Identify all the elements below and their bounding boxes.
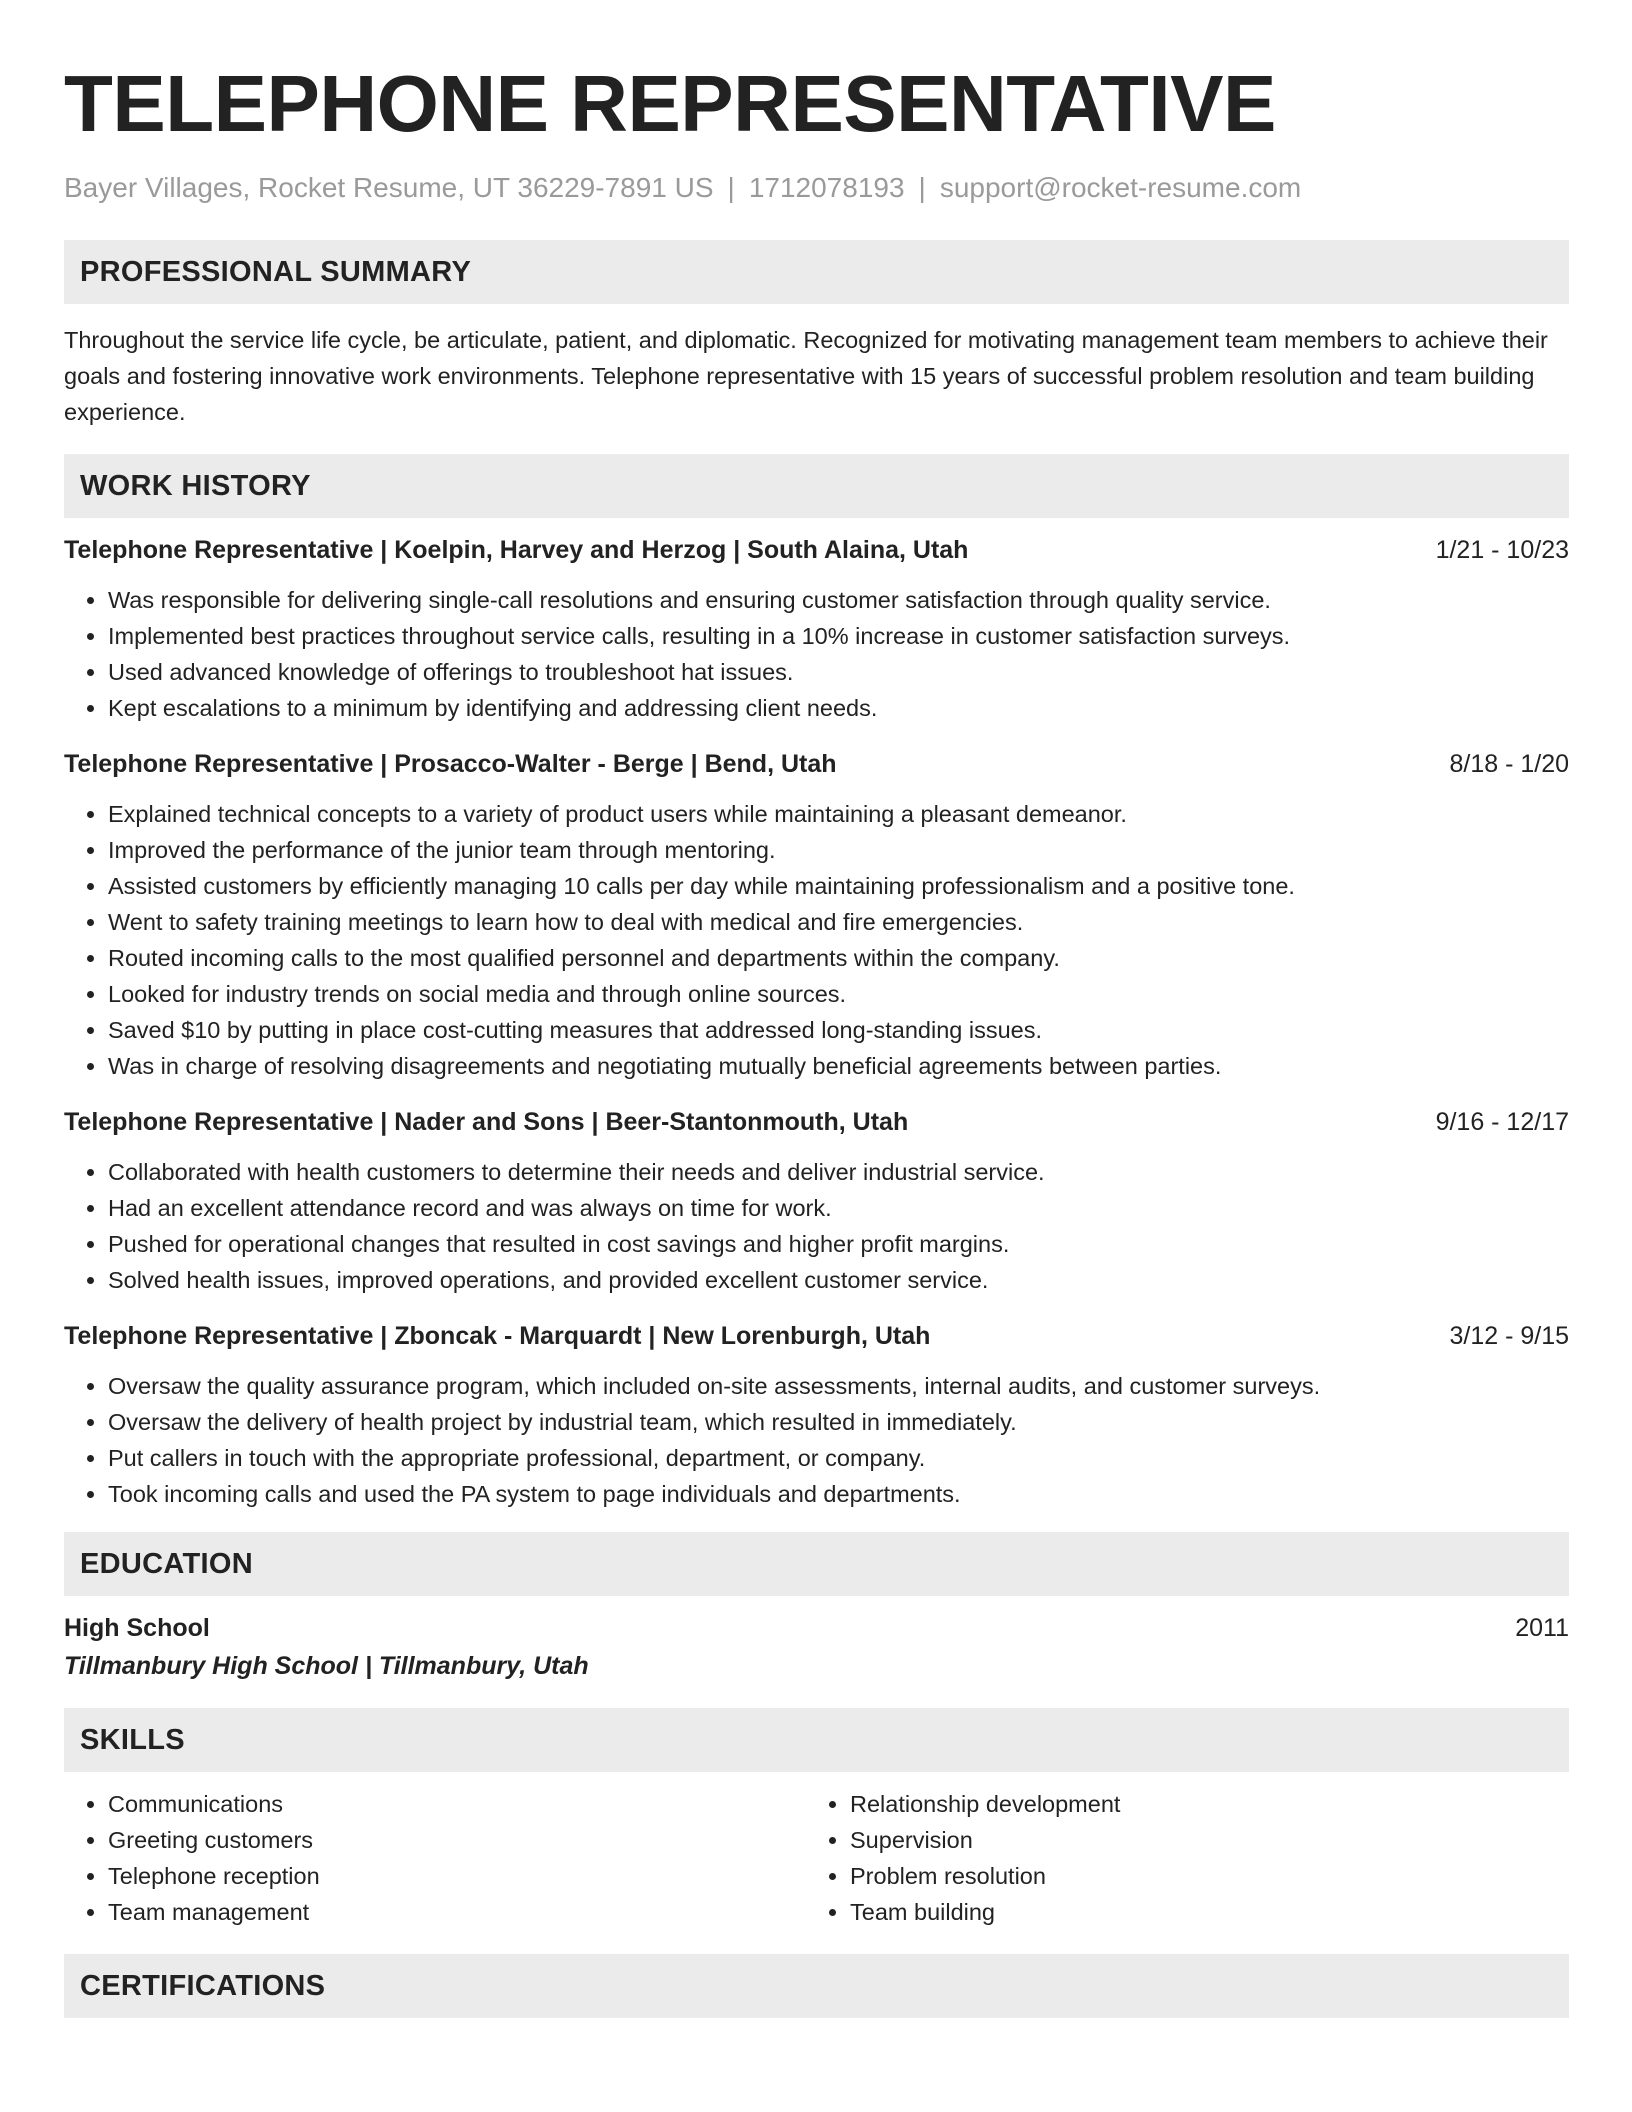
job-entry: [64, 1104, 1569, 1298]
education-school: Tillmanbury High School | Tillmanbury, Utah: [64, 1652, 589, 1680]
job-bullet: • Kept escalations to a minimum by identifying and addressing client needs.: [108, 690, 1569, 726]
skill-item: • Greeting customers: [108, 1822, 806, 1858]
job-bullets: [64, 582, 1569, 726]
job-title: Telephone Representative | Koelpin, Harvey and Herzog | South Alaina, Utah: [64, 536, 969, 564]
job-entry: [64, 1318, 1569, 1512]
skill-item: • Communications: [108, 1786, 806, 1822]
job-title: Telephone Representative | Zboncak - Marquardt | New Lorenburgh, Utah: [64, 1322, 931, 1350]
job-title: Telephone Representative | Prosacco-Walter - Berge | Bend, Utah: [64, 750, 837, 778]
job-dates: 3/12 - 9/15: [1449, 1322, 1569, 1350]
job-bullet: • Oversaw the delivery of health project by industrial team, which resulted in immediately.: [108, 1404, 1569, 1440]
education-year: 2011: [1515, 1614, 1569, 1642]
job-bullet: • Collaborated with health customers to determine their needs and deliver industrial service.: [108, 1154, 1569, 1190]
section-heading-skills: SKILLS: [64, 1708, 1569, 1772]
skill-item: • Supervision: [850, 1822, 1548, 1858]
skill-item: • Problem resolution: [850, 1858, 1548, 1894]
job-bullet: • Solved health issues, improved operations, and provided excellent customer service.: [108, 1262, 1569, 1298]
summary-text: Throughout the service life cycle, be articulate, patient, and diplomatic. Recognized for motivating management team members to achieve their goals and fostering innovative work environments. Telephone representative with 15 years of successful problem resolution and team building experience.: [64, 327, 1548, 425]
contact-line: [64, 170, 1569, 206]
skill-item: • Team management: [108, 1894, 806, 1930]
job-bullet: • Put callers in touch with the appropriate professional, department, or company.: [108, 1440, 1569, 1476]
contact-separator: |: [727, 172, 735, 203]
job-bullet: • Had an excellent attendance record and was always on time for work.: [108, 1190, 1569, 1226]
skills-column-right: [806, 1786, 1548, 1930]
skill-item: • Team building: [850, 1894, 1548, 1930]
job-bullet: • Routed incoming calls to the most qualified personnel and departments within the company.: [108, 940, 1569, 976]
job-bullet: • Pushed for operational changes that resulted in cost savings and higher profit margins.: [108, 1226, 1569, 1262]
job-bullet: • Explained technical concepts to a variety of product users while maintaining a pleasant demeanor.: [108, 796, 1569, 832]
contact-phone: 1712078193: [748, 172, 905, 203]
job-bullets: [64, 1154, 1569, 1298]
job-bullet: • Went to safety training meetings to learn how to deal with medical and fire emergencies.: [108, 904, 1569, 940]
education-header: [64, 1610, 1569, 1646]
job-dates: 1/21 - 10/23: [1435, 536, 1569, 564]
job-bullet: • Looked for industry trends on social media and through online sources.: [108, 976, 1569, 1012]
skill-item: • Relationship development: [850, 1786, 1548, 1822]
job-bullet: • Was in charge of resolving disagreements and negotiating mutually beneficial agreements between parties.: [108, 1048, 1569, 1084]
job-bullet: • Used advanced knowledge of offerings to troubleshoot hat issues.: [108, 654, 1569, 690]
job-bullets: [64, 796, 1569, 1084]
contact-email: support@rocket-resume.com: [939, 172, 1302, 203]
job-bullets: [64, 1368, 1569, 1512]
contact-address: Bayer Villages, Rocket Resume, UT 36229-7891 US: [64, 172, 714, 203]
section-heading-education: EDUCATION: [64, 1532, 1569, 1596]
job-header: [64, 1318, 1569, 1354]
job-bullet: • Took incoming calls and used the PA system to page individuals and departments.: [108, 1476, 1569, 1512]
section-heading-summary: PROFESSIONAL SUMMARY: [64, 240, 1569, 304]
job-entry: [64, 746, 1569, 1084]
job-bullet: • Improved the performance of the junior team through mentoring.: [108, 832, 1569, 868]
job-title: Telephone Representative | Nader and Sons | Beer-Stantonmouth, Utah: [64, 1108, 909, 1136]
job-header: [64, 1104, 1569, 1140]
section-heading-certifications: CERTIFICATIONS: [64, 1954, 1569, 2018]
skill-item: • Telephone reception: [108, 1858, 806, 1894]
resume-name: TELEPHONE REPRESENTATIVE: [64, 59, 1276, 148]
education-entry: [64, 1610, 1569, 1684]
job-bullet: • Assisted customers by efficiently managing 10 calls per day while maintaining professionalism and a positive tone.: [108, 868, 1569, 904]
job-dates: 8/18 - 1/20: [1449, 750, 1569, 778]
job-header: [64, 532, 1569, 568]
job-header: [64, 746, 1569, 782]
job-bullet: • Oversaw the quality assurance program, which included on-site assessments, internal audits, and customer surveys.: [108, 1368, 1569, 1404]
skills-column-left: [64, 1786, 806, 1930]
job-dates: 9/16 - 12/17: [1435, 1108, 1569, 1136]
education-degree: High School: [64, 1614, 210, 1642]
job-entry: [64, 532, 1569, 726]
job-bullet: • Implemented best practices throughout service calls, resulting in a 10% increase in customer satisfaction surveys.: [108, 618, 1569, 654]
job-bullet: • Was responsible for delivering single-call resolutions and ensuring customer satisfaction through quality service.: [108, 582, 1569, 618]
section-heading-work-history: WORK HISTORY: [64, 454, 1569, 518]
job-bullet: • Saved $10 by putting in place cost-cutting measures that addressed long-standing issues.: [108, 1012, 1569, 1048]
contact-separator: |: [918, 172, 926, 203]
skills-list: [64, 1786, 1569, 1930]
